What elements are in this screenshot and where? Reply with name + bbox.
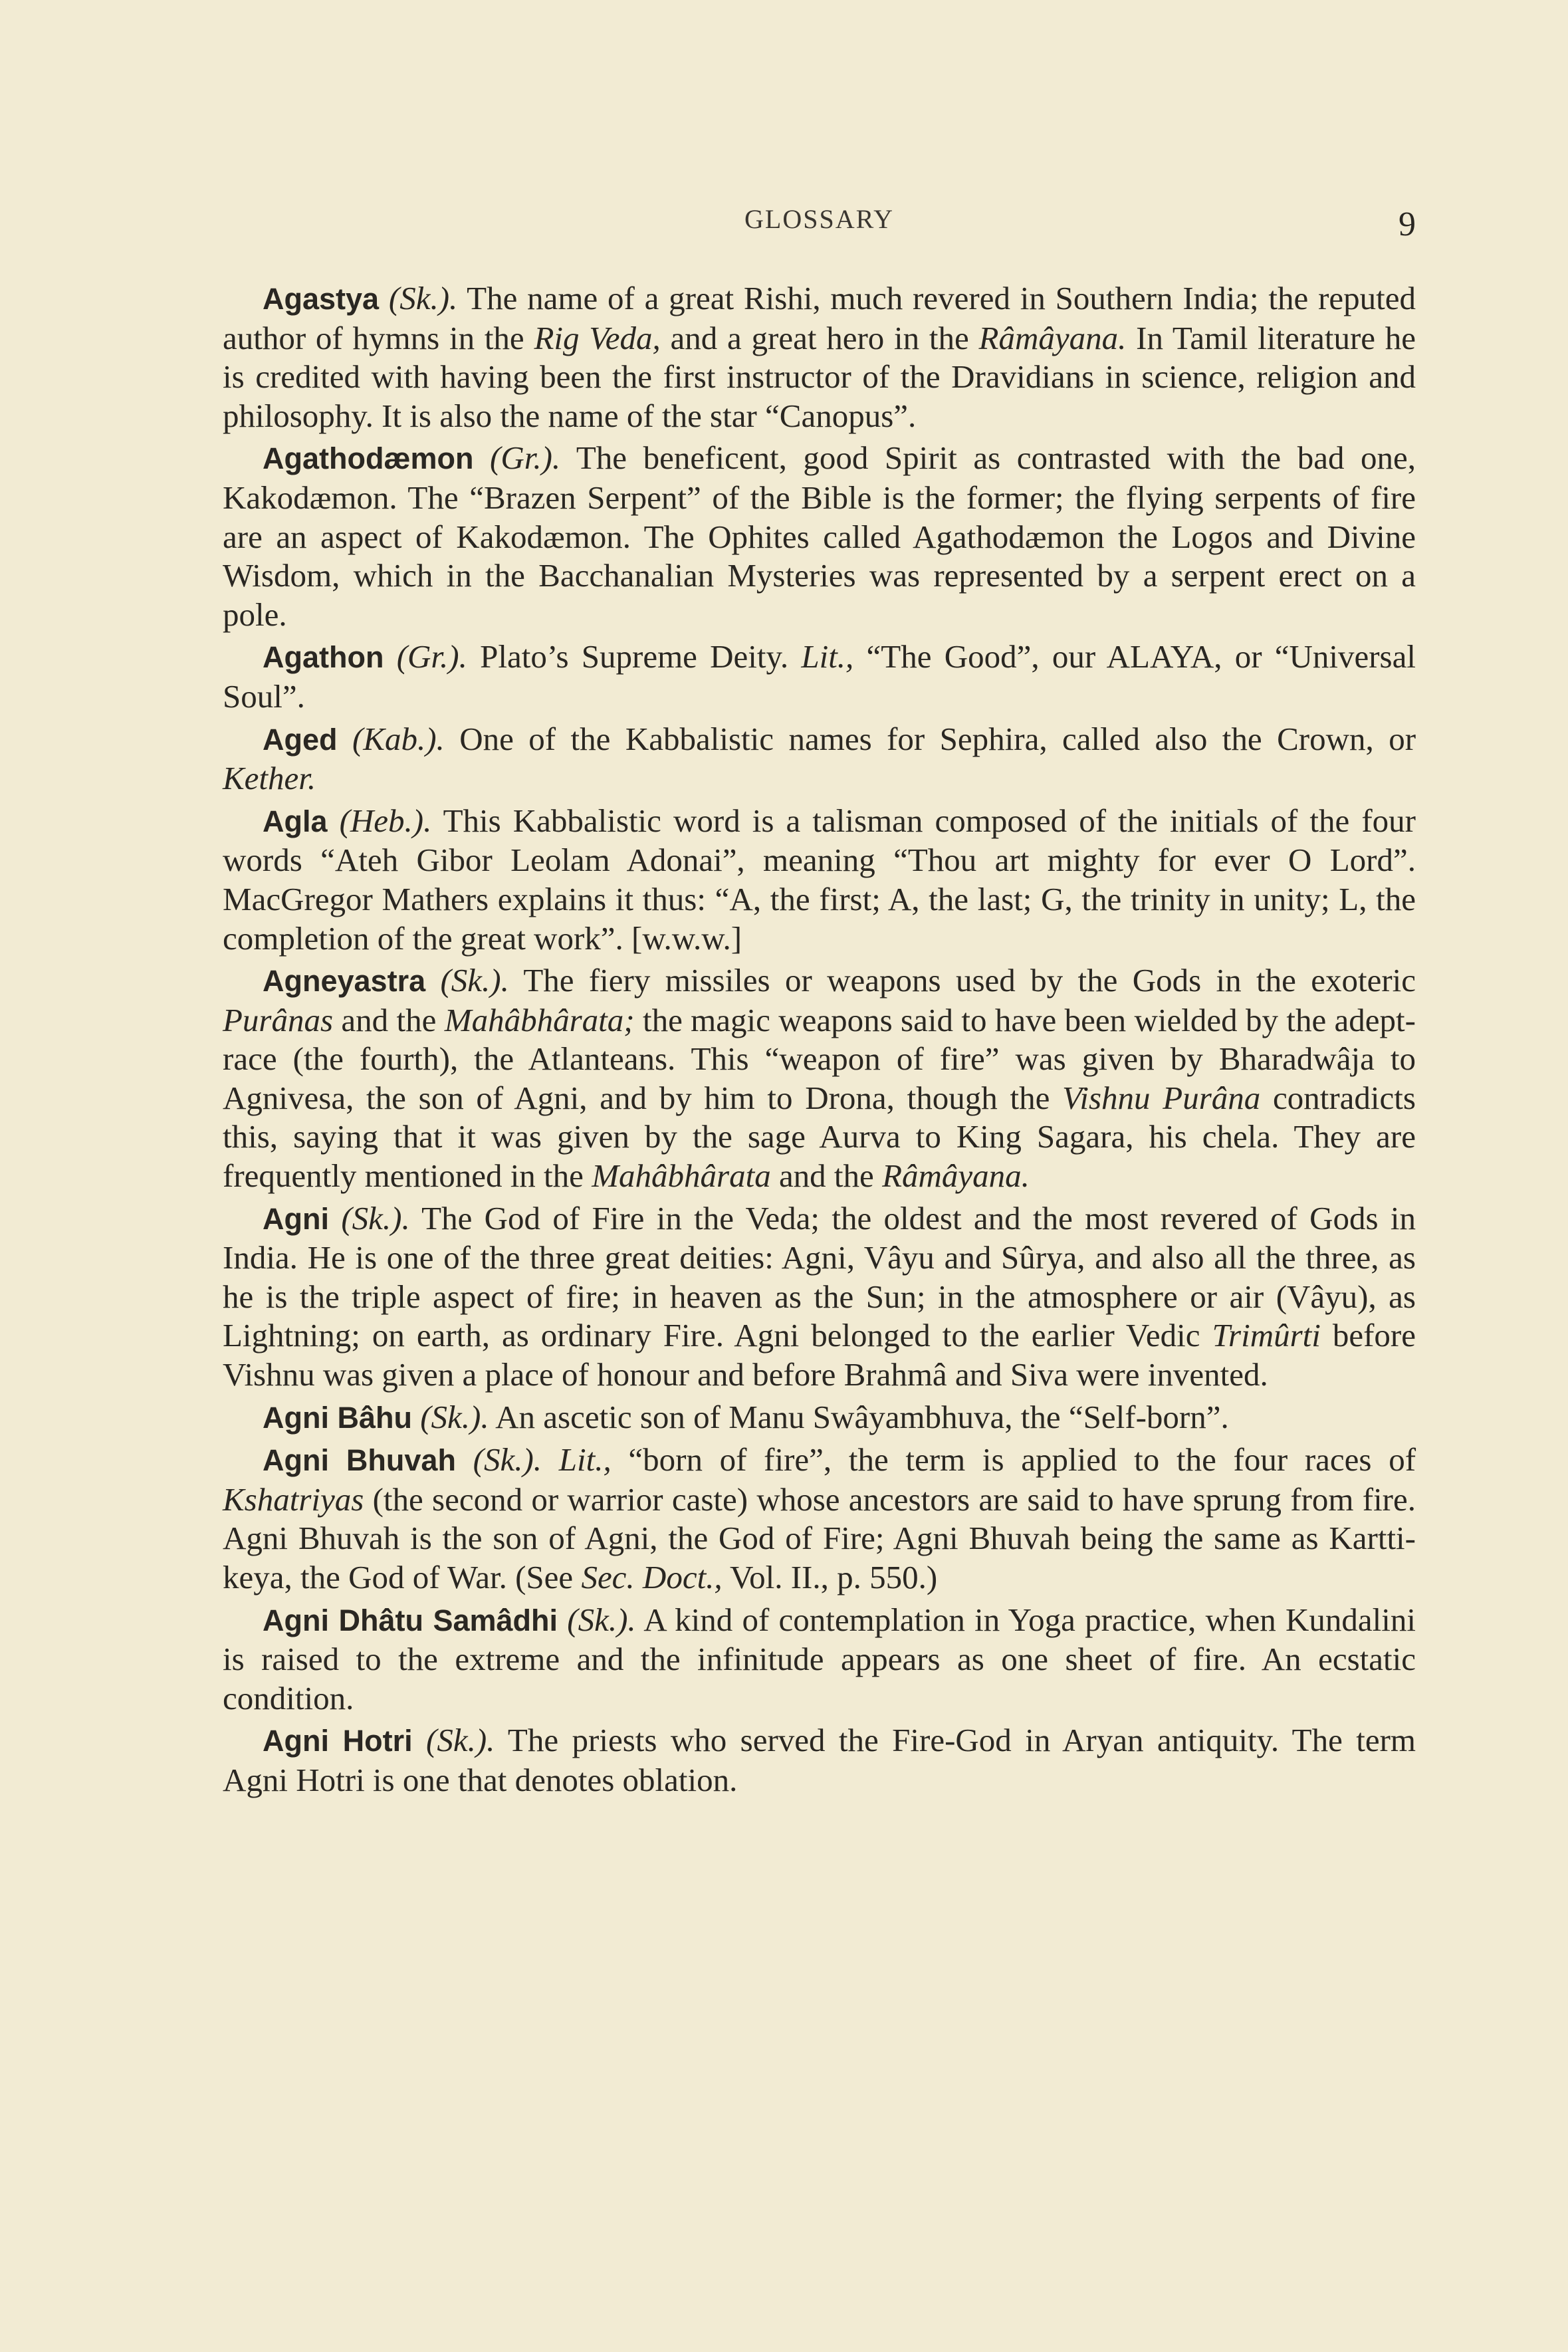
- entry-text: The fiery missiles or weapons used by the Gods in the exoteric: [508, 962, 1416, 999]
- italic-text: Vishnu Purâna: [1062, 1079, 1261, 1116]
- entry-text: The beneficent, good Spirit as contrasted with the bad one, Kakodæmon. The “Brazen Serpent” of the Bible is the former; the flying serpents of fire are an aspect of Kakodæmon. The Ophites called Agathodæmon the Logos and Divine Wisdom, which in the Bacchanalian Mysteries was represented by a serpent erect on a pole.: [223, 439, 1416, 633]
- entry-text: the magic weapons said to have been wielded by the adept-race (the fourth), the Atlanteans. This “weapon of fire” was given by Bharadwâja to Agnivesa, the son of Agni, and by him to Drona, though the: [223, 1001, 1416, 1116]
- entry-term: Agni Bhuvah: [263, 1443, 456, 1478]
- entry-language-abbr: (Sk.).: [567, 1601, 636, 1638]
- entry-language-abbr: (Sk.).: [426, 1722, 495, 1759]
- entry-language-abbr: (Sk.).: [420, 1398, 489, 1435]
- italic-text: Sec. Doct.,: [581, 1559, 723, 1595]
- entry-language-abbr: (Sk.).: [341, 1199, 410, 1236]
- glossary-entry: [223, 439, 1416, 634]
- glossary-entry: [223, 961, 1416, 1196]
- running-header: [223, 199, 1416, 246]
- entry-text: An ascetic son of Manu Swâyambhuva, the “Self-born”.: [489, 1398, 1229, 1435]
- entry-language-abbr: (Sk.).: [388, 280, 458, 316]
- entry-text: contradicts this, saying that it was given by the sage Aurva to King Sagara, his chela. They are frequently mentioned in the: [223, 1079, 1416, 1195]
- entry-term: Agneyastra: [263, 964, 426, 999]
- entry-language-abbr: (Sk.).: [473, 1441, 542, 1478]
- entry-text: before Vishnu was given a place of honour and before Brahmâ and Siva were invented.: [223, 1317, 1416, 1393]
- entry-text: and a great hero in the: [660, 319, 979, 356]
- entry-term: Agathodæmon: [263, 441, 474, 476]
- italic-text: Râmâyana.: [882, 1157, 1030, 1195]
- italic-text: Lit.,: [801, 638, 854, 675]
- entry-term: Agni Bâhu: [263, 1400, 412, 1435]
- entry-language-abbr: (Gr.).: [490, 439, 561, 477]
- glossary-entry: [223, 1398, 1416, 1438]
- entry-term: Agathon: [263, 640, 384, 675]
- italic-text: Purânas: [223, 1001, 334, 1038]
- glossary-entry: [223, 279, 1416, 435]
- glossary-entry: [223, 802, 1416, 958]
- entry-text: The priests who served the Fire-God in Aryan antiquity. The term Agni Hotri is one that denotes oblation.: [223, 1722, 1416, 1798]
- italic-text: Kether.: [223, 760, 316, 797]
- italic-text: Trimûrti: [1212, 1317, 1321, 1354]
- entry-term: Aged: [263, 722, 338, 757]
- entry-text: The God of Fire in the Veda; the oldest and the most revered of Gods in India. He is one of the three great deities: Agni, Vâyu and Sûrya, and also all the three, as he is the triple aspect of fire; in heaven as the Sun; in the atmosphere or air (Vâyu), as Lightning; on earth, as ordinary Fire. Agni belonged to the earlier Vedic: [223, 1199, 1416, 1354]
- glossary-entry: [223, 638, 1416, 716]
- italic-text: Kshatriyas: [223, 1480, 364, 1518]
- glossary-entry: [223, 1199, 1416, 1395]
- glossary-entry: [223, 720, 1416, 798]
- page-number: 9: [1399, 205, 1416, 243]
- entry-term: Agastya: [263, 282, 380, 316]
- italic-text: Lit.,: [558, 1441, 612, 1478]
- entry-text: [542, 1441, 559, 1478]
- entry-language-abbr: (Kab.).: [352, 720, 445, 757]
- entry-text: A kind of contemplation in Yoga practice, when Kundalini is raised to the extreme and the infinitude appears as one sheet of fire. An ecstatic condition.: [223, 1601, 1416, 1716]
- entry-text: The name of a great Rishi, much revered in Southern India; the reputed author of hymns in the: [223, 280, 1416, 356]
- entry-text: This Kabbalistic word is a talisman composed of the initials of the four words “Ateh Gibor Leolam Adonai”, meaning “Thou art mighty for ever O Lord”. MacGregor Mathers explains it thus: “A, the first; A, the last; G, the trinity in unity; L, the completion of the great work”. [w.w.w.]: [223, 802, 1416, 957]
- entry-text: “born of fire”, the term is applied to the four races of: [611, 1441, 1416, 1478]
- italic-text: Mahâbhârata;: [444, 1001, 635, 1038]
- glossary-entry: [223, 1441, 1416, 1597]
- italic-text: Rig Veda,: [534, 319, 661, 356]
- entry-text: “The Good”, our ALAYA, or “Universal Soul”.: [223, 638, 1416, 715]
- entry-text: and the: [333, 1001, 445, 1038]
- italic-text: Mahâbhârata: [592, 1157, 771, 1195]
- entry-language-abbr: (Sk.).: [440, 962, 509, 999]
- entry-term: Agni Hotri: [263, 1724, 413, 1758]
- running-title: GLOSSARY: [744, 204, 894, 234]
- entry-language-abbr: (Heb.).: [339, 802, 432, 839]
- glossary-entries: [223, 279, 1416, 1804]
- italic-text: Râmâyana.: [978, 319, 1127, 356]
- entry-language-abbr: (Gr.).: [396, 638, 467, 675]
- entry-term: Agni Dhâtu Samâdhi: [263, 1603, 558, 1637]
- entry-text: Plato’s Supreme Deity.: [467, 638, 802, 675]
- entry-text: In Tamil literature he is credited with having been the first instructor of the Dravidians in science, religion and philosophy. It is also the name of the star “Canopus”.: [223, 319, 1416, 434]
- entry-term: Agla: [263, 804, 328, 838]
- glossary-entry: [223, 1721, 1416, 1800]
- entry-term: Agni: [263, 1201, 329, 1236]
- entry-text: One of the Kabbalistic names for Sephira, called also the Crown, or: [444, 720, 1416, 757]
- entry-text: Vol. II., p. 550.): [722, 1559, 938, 1595]
- entry-text: and the: [770, 1157, 883, 1195]
- entry-text: (the second or warrior caste) whose ancestors are said to have sprung from fire. Agni Bhuvah is the son of Agni, the God of Fire; Agni Bhuvah being the same as Kartti-keya, the God of War. (See: [223, 1480, 1416, 1595]
- glossary-entry: [223, 1601, 1416, 1718]
